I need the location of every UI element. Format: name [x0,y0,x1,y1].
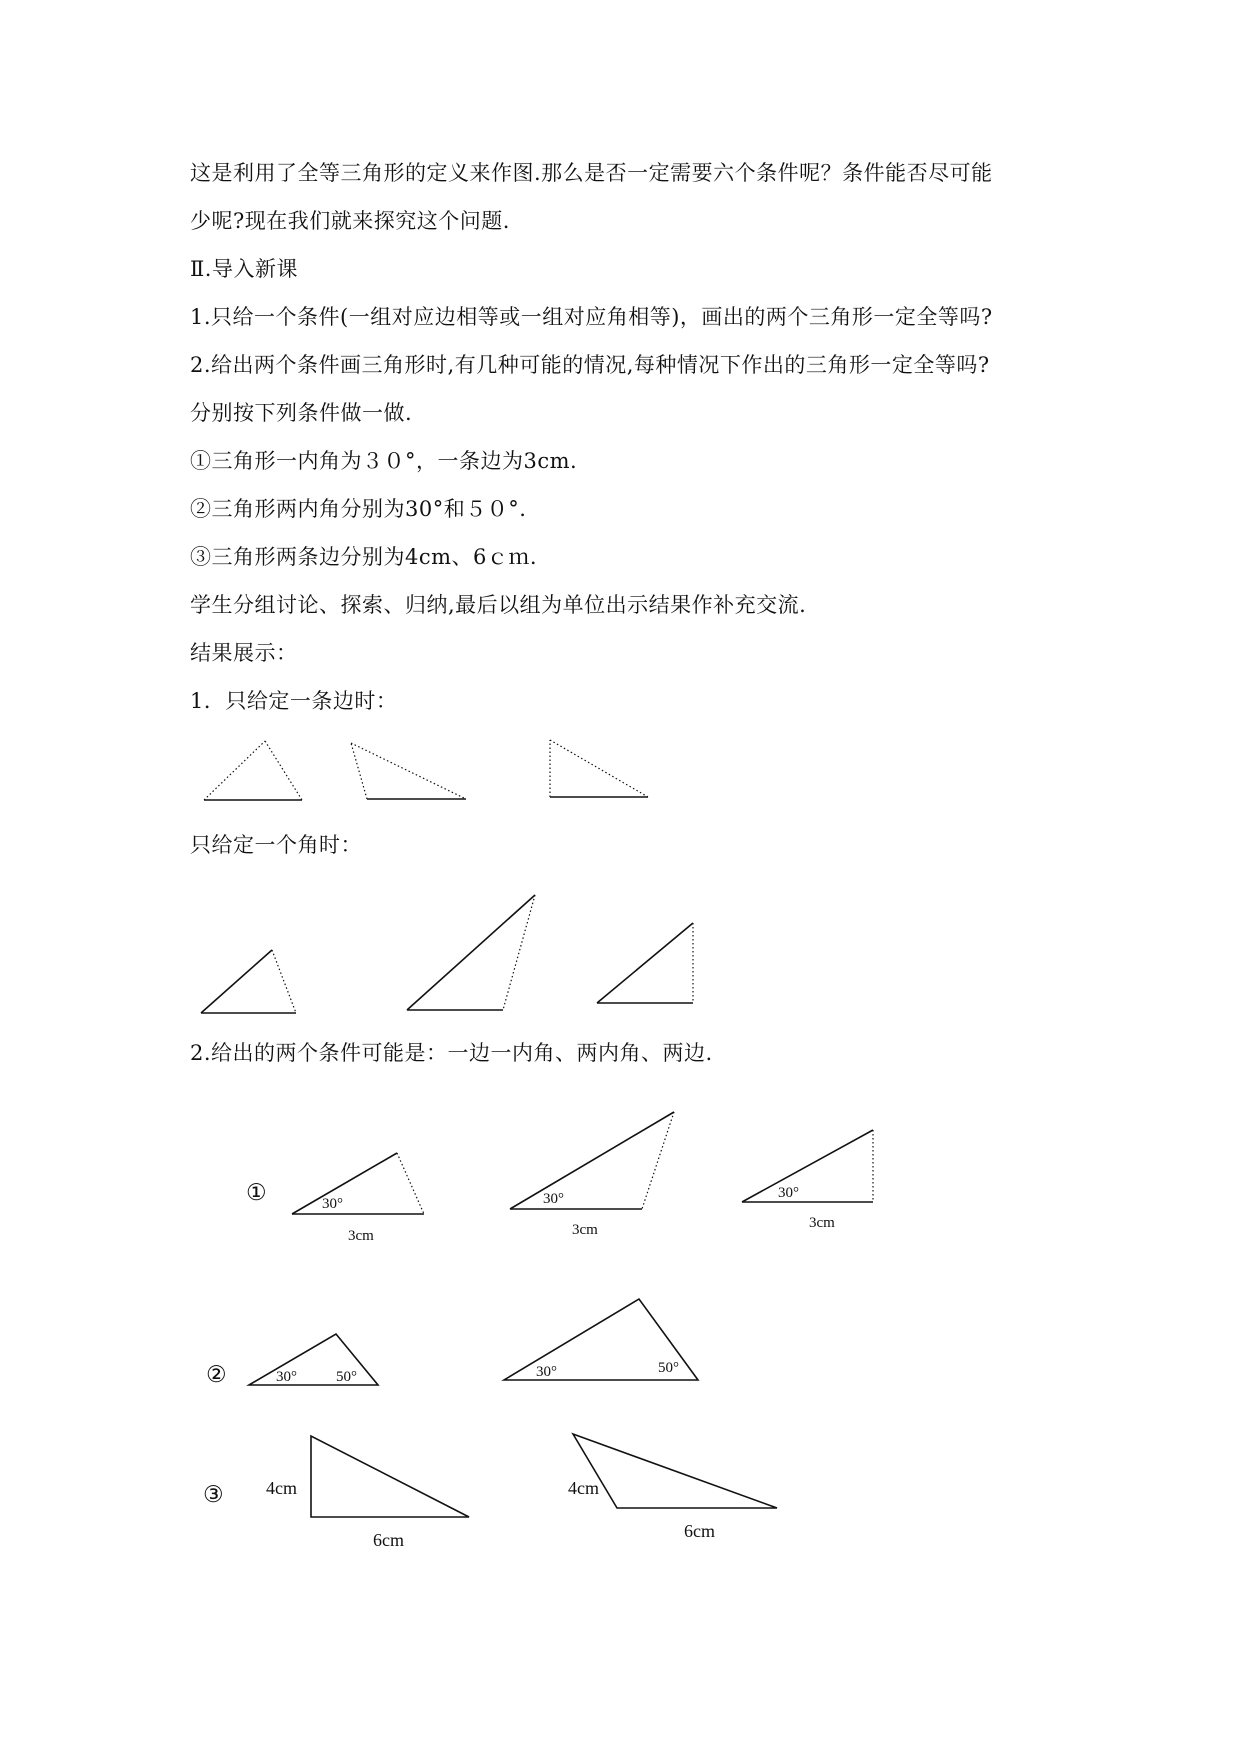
discussion-note: 学生分组讨论、探索、归纳,最后以组为单位出示结果作补充交流. [190,593,807,617]
side-angle-triangle-2 [510,1112,674,1238]
one-side-triangle-1 [204,741,302,800]
two-angles-triangle-1 [249,1334,378,1385]
condition-3: ③三角形两条边分别为4cm、6ｃｍ. [190,545,538,569]
one-angle-heading: 只给定一个角时： [190,833,362,857]
one-side-triangle-2 [351,743,466,799]
side-label: 6cm [373,1530,404,1550]
side-label: 4cm [266,1478,297,1498]
one-angle-triangle-2 [407,895,535,1010]
condition-2: ②三角形两内角分别为30°和５０°. [190,497,527,521]
two-conditions-heading: 2.给出的两个条件可能是：一边一内角、两内角、两边. [190,1041,713,1065]
paragraph-1: 这是利用了全等三角形的定义来作图.那么是否一定需要六个条件呢？条件能否尽可能 [190,161,993,185]
section-heading: Ⅱ.导入新课 [190,257,298,281]
side-label: 4cm [568,1478,599,1498]
side-label: 6cm [684,1521,715,1541]
row3-marker: ③ [203,1482,224,1507]
side-angle-triangle-3 [742,1130,873,1231]
instruction: 分别按下列条件做一做. [190,401,413,425]
angle-label: 30° [543,1191,564,1207]
two-sides-row [203,1434,777,1550]
two-sides-triangle-1 [266,1436,469,1550]
angle-label: 30° [322,1196,343,1212]
question-2: 2.给出两个条件画三角形时,有几种可能的情况,每种情况下作出的三角形一定全等吗? [190,353,990,377]
one-side-triangles [204,740,648,800]
one-angle-triangles [201,895,693,1013]
side-label: 3cm [809,1215,835,1231]
angle-label: 30° [778,1185,799,1201]
angle-label: 30° [536,1364,557,1380]
side-angle-triangle-1 [292,1153,424,1244]
side-label: 3cm [572,1222,598,1238]
results-heading: 结果展示： [190,641,298,665]
angle-label: 50° [658,1360,679,1376]
one-side-triangle-3 [550,740,648,797]
one-angle-triangle-3 [597,923,693,1003]
one-angle-triangle-1 [201,950,296,1013]
two-angles-triangle-2 [504,1299,698,1380]
question-1: 1.只给一个条件(一组对应边相等或一组对应角相等)，画出的两个三角形一定全等吗? [190,305,993,329]
row2-marker: ② [206,1362,227,1387]
two-sides-triangle-2 [568,1434,777,1541]
side-angle-row [246,1112,873,1244]
one-side-heading: 1．只给定一条边时： [190,689,398,713]
angle-label: 50° [336,1369,357,1385]
paragraph-2: 少呢?现在我们就来探究这个问题. [190,209,510,233]
two-angles-row [206,1299,698,1387]
angle-label: 30° [276,1369,297,1385]
side-label: 3cm [348,1228,374,1244]
row1-marker: ① [246,1180,267,1205]
condition-1: ①三角形一内角为３０°，一条边为3cm. [190,449,578,473]
